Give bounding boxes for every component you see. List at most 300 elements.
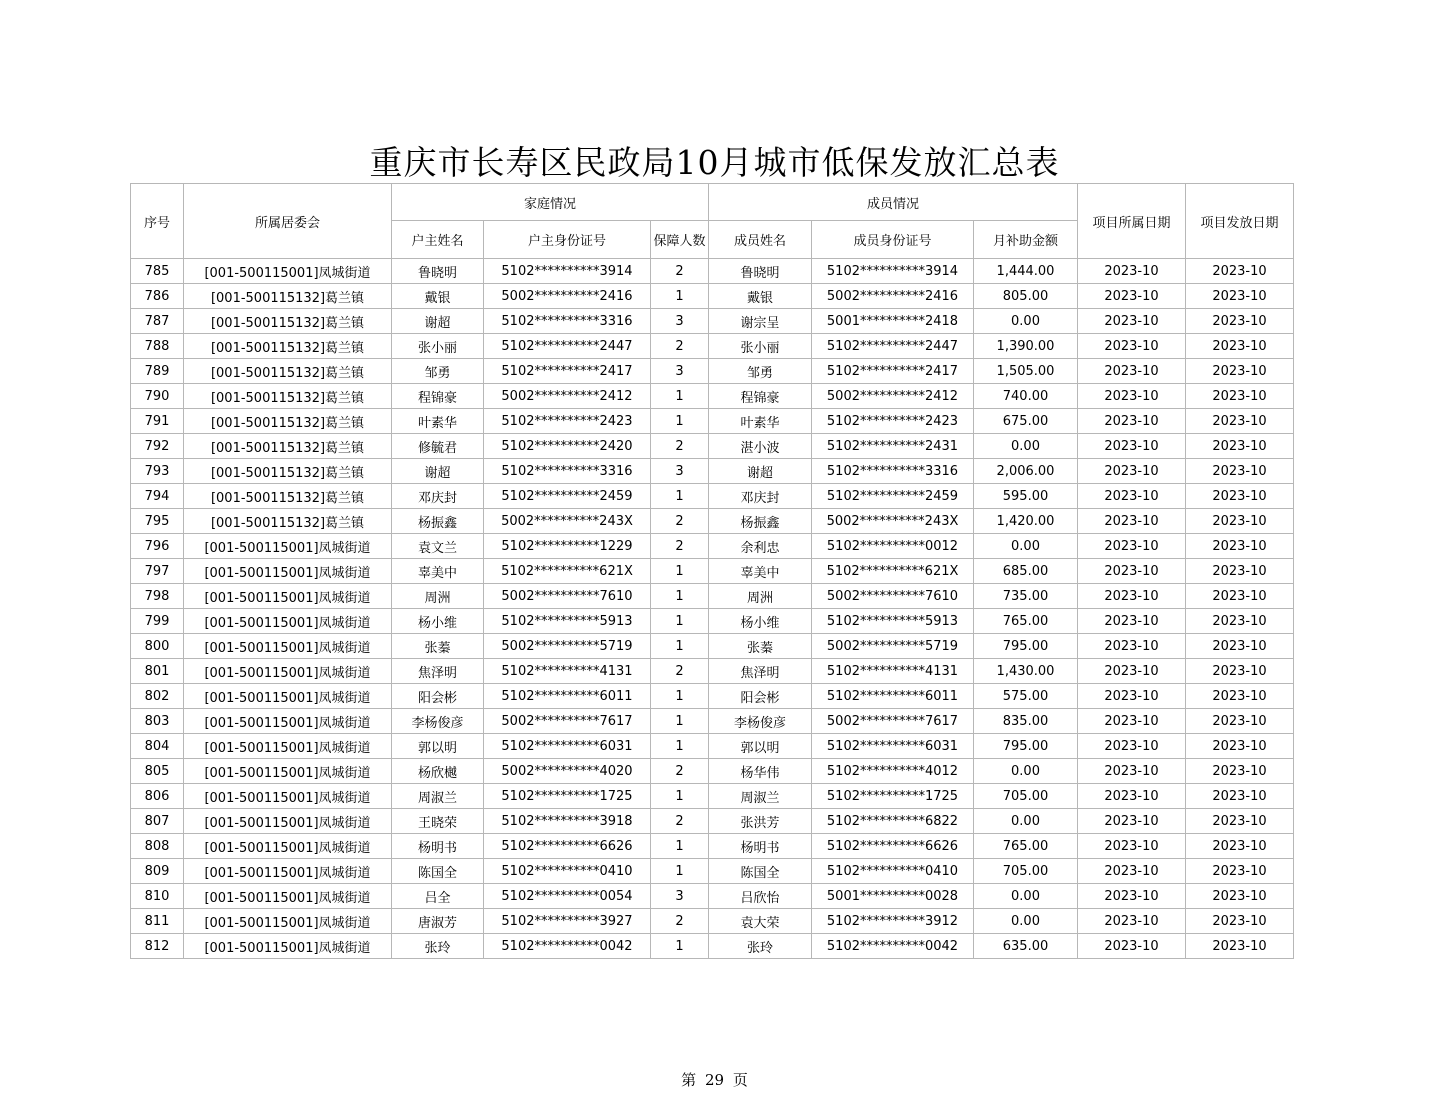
cell-seq: 812 — [131, 934, 184, 959]
table-row — [131, 334, 1294, 359]
cell-member-name: 谢宗呈 — [709, 309, 812, 334]
cell-covered: 2 — [651, 809, 709, 834]
cell-covered: 1 — [651, 634, 709, 659]
header-member-name: 成员姓名 — [709, 221, 812, 259]
cell-committee: [001-500115001]凤城街道 — [184, 259, 392, 284]
cell-issue-date: 2023-10 — [1186, 384, 1294, 409]
cell-member-id: 5102**********6031 — [812, 734, 974, 759]
cell-covered: 1 — [651, 684, 709, 709]
cell-issue-date: 2023-10 — [1186, 284, 1294, 309]
cell-covered: 1 — [651, 934, 709, 959]
cell-head-name: 杨欣樾 — [392, 759, 484, 784]
cell-committee: [001-500115132]葛兰镇 — [184, 409, 392, 434]
cell-committee: [001-500115132]葛兰镇 — [184, 359, 392, 384]
table-row — [131, 859, 1294, 884]
cell-issue-date: 2023-10 — [1186, 559, 1294, 584]
cell-head-name: 郭以明 — [392, 734, 484, 759]
cell-project-date: 2023-10 — [1078, 709, 1186, 734]
cell-committee: [001-500115132]葛兰镇 — [184, 384, 392, 409]
cell-committee: [001-500115001]凤城街道 — [184, 934, 392, 959]
cell-member-id: 5002**********7617 — [812, 709, 974, 734]
cell-project-date: 2023-10 — [1078, 359, 1186, 384]
cell-covered: 1 — [651, 559, 709, 584]
cell-head-id: 5102**********0410 — [484, 859, 651, 884]
cell-seq: 798 — [131, 584, 184, 609]
cell-project-date: 2023-10 — [1078, 534, 1186, 559]
cell-member-id: 5102**********2459 — [812, 484, 974, 509]
table-row — [131, 359, 1294, 384]
cell-subsidy: 1,444.00 — [974, 259, 1078, 284]
cell-project-date: 2023-10 — [1078, 909, 1186, 934]
cell-seq: 811 — [131, 909, 184, 934]
cell-issue-date: 2023-10 — [1186, 409, 1294, 434]
cell-committee: [001-500115001]凤城街道 — [184, 759, 392, 784]
cell-covered: 1 — [651, 784, 709, 809]
cell-member-id: 5102**********4131 — [812, 659, 974, 684]
cell-member-name: 程锦豪 — [709, 384, 812, 409]
table-row — [131, 609, 1294, 634]
cell-head-name: 戴银 — [392, 284, 484, 309]
cell-seq: 788 — [131, 334, 184, 359]
cell-project-date: 2023-10 — [1078, 684, 1186, 709]
cell-head-name: 辜美中 — [392, 559, 484, 584]
cell-issue-date: 2023-10 — [1186, 259, 1294, 284]
cell-head-name: 张蓁 — [392, 634, 484, 659]
header-head-name: 户主姓名 — [392, 221, 484, 259]
table-row — [131, 809, 1294, 834]
cell-member-id: 5002**********7610 — [812, 584, 974, 609]
cell-head-id: 5102**********2420 — [484, 434, 651, 459]
cell-head-id: 5102**********3316 — [484, 309, 651, 334]
cell-project-date: 2023-10 — [1078, 334, 1186, 359]
cell-member-name: 张玲 — [709, 934, 812, 959]
cell-subsidy: 0.00 — [974, 809, 1078, 834]
cell-member-id: 5002**********2412 — [812, 384, 974, 409]
cell-member-name: 吕欣怡 — [709, 884, 812, 909]
table-row — [131, 784, 1294, 809]
cell-covered: 2 — [651, 434, 709, 459]
cell-head-id: 5002**********4020 — [484, 759, 651, 784]
cell-project-date: 2023-10 — [1078, 634, 1186, 659]
cell-seq: 810 — [131, 884, 184, 909]
header-seq: 序号 — [131, 184, 184, 259]
cell-member-name: 杨振鑫 — [709, 509, 812, 534]
cell-head-id: 5002**********7617 — [484, 709, 651, 734]
cell-project-date: 2023-10 — [1078, 434, 1186, 459]
cell-seq: 792 — [131, 434, 184, 459]
cell-member-name: 戴银 — [709, 284, 812, 309]
cell-issue-date: 2023-10 — [1186, 609, 1294, 634]
cell-issue-date: 2023-10 — [1186, 434, 1294, 459]
table-row — [131, 934, 1294, 959]
cell-member-id: 5102**********0012 — [812, 534, 974, 559]
cell-covered: 1 — [651, 609, 709, 634]
cell-issue-date: 2023-10 — [1186, 834, 1294, 859]
cell-project-date: 2023-10 — [1078, 759, 1186, 784]
table-row — [131, 509, 1294, 534]
cell-project-date: 2023-10 — [1078, 809, 1186, 834]
cell-member-id: 5102**********0410 — [812, 859, 974, 884]
cell-subsidy: 0.00 — [974, 309, 1078, 334]
cell-committee: [001-500115132]葛兰镇 — [184, 509, 392, 534]
cell-head-name: 叶素华 — [392, 409, 484, 434]
cell-head-name: 周淑兰 — [392, 784, 484, 809]
header-subsidy: 月补助金额 — [974, 221, 1078, 259]
cell-head-id: 5102**********4131 — [484, 659, 651, 684]
table-row — [131, 584, 1294, 609]
cell-head-id: 5102**********2417 — [484, 359, 651, 384]
cell-head-id: 5102**********1229 — [484, 534, 651, 559]
cell-subsidy: 685.00 — [974, 559, 1078, 584]
cell-committee: [001-500115132]葛兰镇 — [184, 309, 392, 334]
cell-subsidy: 0.00 — [974, 909, 1078, 934]
cell-subsidy: 735.00 — [974, 584, 1078, 609]
cell-head-id: 5102**********6626 — [484, 834, 651, 859]
cell-seq: 800 — [131, 634, 184, 659]
table-row — [131, 759, 1294, 784]
cell-member-id: 5102**********2431 — [812, 434, 974, 459]
cell-head-name: 王晓荣 — [392, 809, 484, 834]
cell-head-name: 陈国全 — [392, 859, 484, 884]
cell-committee: [001-500115001]凤城街道 — [184, 609, 392, 634]
header-project-date: 项目所属日期 — [1078, 184, 1186, 259]
cell-head-name: 袁文兰 — [392, 534, 484, 559]
cell-seq: 803 — [131, 709, 184, 734]
cell-subsidy: 0.00 — [974, 884, 1078, 909]
cell-committee: [001-500115001]凤城街道 — [184, 534, 392, 559]
cell-issue-date: 2023-10 — [1186, 484, 1294, 509]
cell-project-date: 2023-10 — [1078, 459, 1186, 484]
cell-head-id: 5002**********2416 — [484, 284, 651, 309]
cell-subsidy: 740.00 — [974, 384, 1078, 409]
cell-project-date: 2023-10 — [1078, 834, 1186, 859]
cell-covered: 3 — [651, 459, 709, 484]
cell-subsidy: 765.00 — [974, 834, 1078, 859]
cell-head-id: 5102**********3918 — [484, 809, 651, 834]
cell-head-name: 邹勇 — [392, 359, 484, 384]
cell-subsidy: 705.00 — [974, 859, 1078, 884]
table-row — [131, 309, 1294, 334]
cell-member-name: 袁大荣 — [709, 909, 812, 934]
cell-covered: 1 — [651, 584, 709, 609]
cell-committee: [001-500115001]凤城街道 — [184, 709, 392, 734]
table-row — [131, 834, 1294, 859]
cell-member-name: 邓庆封 — [709, 484, 812, 509]
cell-seq: 805 — [131, 759, 184, 784]
cell-head-name: 周洲 — [392, 584, 484, 609]
cell-member-id: 5102**********2447 — [812, 334, 974, 359]
cell-issue-date: 2023-10 — [1186, 809, 1294, 834]
cell-project-date: 2023-10 — [1078, 659, 1186, 684]
cell-issue-date: 2023-10 — [1186, 759, 1294, 784]
cell-covered: 1 — [651, 734, 709, 759]
cell-project-date: 2023-10 — [1078, 259, 1186, 284]
cell-member-id: 5002**********243X — [812, 509, 974, 534]
cell-member-id: 5002**********2416 — [812, 284, 974, 309]
page-title: 重庆市长寿区民政局10月城市低保发放汇总表 — [369, 143, 1060, 182]
cell-seq: 808 — [131, 834, 184, 859]
cell-project-date: 2023-10 — [1078, 284, 1186, 309]
cell-seq: 801 — [131, 659, 184, 684]
cell-issue-date: 2023-10 — [1186, 509, 1294, 534]
cell-project-date: 2023-10 — [1078, 309, 1186, 334]
header-issue-date: 项目发放日期 — [1186, 184, 1294, 259]
cell-member-id: 5102**********4012 — [812, 759, 974, 784]
table-row — [131, 409, 1294, 434]
cell-subsidy: 0.00 — [974, 759, 1078, 784]
cell-covered: 2 — [651, 509, 709, 534]
cell-head-name: 谢超 — [392, 309, 484, 334]
cell-committee: [001-500115001]凤城街道 — [184, 909, 392, 934]
page-number: 29 — [704, 1071, 725, 1089]
cell-project-date: 2023-10 — [1078, 584, 1186, 609]
cell-member-name: 焦泽明 — [709, 659, 812, 684]
cell-head-name: 张玲 — [392, 934, 484, 959]
cell-issue-date: 2023-10 — [1186, 309, 1294, 334]
cell-member-id: 5102**********3316 — [812, 459, 974, 484]
cell-member-id: 5102**********6011 — [812, 684, 974, 709]
cell-member-id: 5102**********6822 — [812, 809, 974, 834]
cell-head-name: 唐淑芳 — [392, 909, 484, 934]
cell-head-name: 杨明书 — [392, 834, 484, 859]
cell-issue-date: 2023-10 — [1186, 909, 1294, 934]
cell-head-id: 5102**********0054 — [484, 884, 651, 909]
cell-seq: 806 — [131, 784, 184, 809]
cell-subsidy: 595.00 — [974, 484, 1078, 509]
table-row — [131, 734, 1294, 759]
cell-head-name: 杨振鑫 — [392, 509, 484, 534]
cell-subsidy: 805.00 — [974, 284, 1078, 309]
cell-member-id: 5001**********0028 — [812, 884, 974, 909]
cell-seq: 809 — [131, 859, 184, 884]
cell-subsidy: 575.00 — [974, 684, 1078, 709]
cell-seq: 785 — [131, 259, 184, 284]
cell-subsidy: 1,505.00 — [974, 359, 1078, 384]
cell-issue-date: 2023-10 — [1186, 784, 1294, 809]
cell-project-date: 2023-10 — [1078, 409, 1186, 434]
cell-issue-date: 2023-10 — [1186, 684, 1294, 709]
cell-committee: [001-500115001]凤城街道 — [184, 684, 392, 709]
cell-seq: 787 — [131, 309, 184, 334]
cell-covered: 1 — [651, 709, 709, 734]
header-member-group: 成员情况 — [709, 184, 1078, 221]
table-row — [131, 709, 1294, 734]
cell-issue-date: 2023-10 — [1186, 359, 1294, 384]
cell-seq: 795 — [131, 509, 184, 534]
cell-subsidy: 635.00 — [974, 934, 1078, 959]
cell-project-date: 2023-10 — [1078, 734, 1186, 759]
cell-seq: 794 — [131, 484, 184, 509]
cell-seq: 786 — [131, 284, 184, 309]
cell-covered: 2 — [651, 334, 709, 359]
cell-issue-date: 2023-10 — [1186, 659, 1294, 684]
footer-suffix: 页 — [732, 1071, 748, 1089]
cell-project-date: 2023-10 — [1078, 484, 1186, 509]
cell-head-name: 张小丽 — [392, 334, 484, 359]
cell-member-name: 湛小波 — [709, 434, 812, 459]
cell-covered: 2 — [651, 659, 709, 684]
cell-committee: [001-500115132]葛兰镇 — [184, 284, 392, 309]
cell-head-id: 5102**********5913 — [484, 609, 651, 634]
cell-covered: 1 — [651, 859, 709, 884]
cell-committee: [001-500115001]凤城街道 — [184, 584, 392, 609]
cell-covered: 1 — [651, 834, 709, 859]
cell-member-name: 张小丽 — [709, 334, 812, 359]
cell-project-date: 2023-10 — [1078, 559, 1186, 584]
table-row — [131, 659, 1294, 684]
table-row — [131, 909, 1294, 934]
cell-head-name: 邓庆封 — [392, 484, 484, 509]
cell-committee: [001-500115001]凤城街道 — [184, 784, 392, 809]
cell-member-name: 余利忠 — [709, 534, 812, 559]
cell-subsidy: 1,390.00 — [974, 334, 1078, 359]
table-row — [131, 634, 1294, 659]
cell-seq: 789 — [131, 359, 184, 384]
cell-member-id: 5102**********3912 — [812, 909, 974, 934]
cell-issue-date: 2023-10 — [1186, 934, 1294, 959]
table-body — [131, 259, 1294, 959]
cell-project-date: 2023-10 — [1078, 384, 1186, 409]
cell-member-id: 5102**********0042 — [812, 934, 974, 959]
cell-member-name: 李杨俊彦 — [709, 709, 812, 734]
cell-subsidy: 2,006.00 — [974, 459, 1078, 484]
cell-member-name: 周淑兰 — [709, 784, 812, 809]
cell-head-id: 5102**********3927 — [484, 909, 651, 934]
header-head-id: 户主身份证号 — [484, 221, 651, 259]
cell-covered: 3 — [651, 309, 709, 334]
cell-head-name: 程锦豪 — [392, 384, 484, 409]
cell-head-id: 5102**********0042 — [484, 934, 651, 959]
cell-head-id: 5102**********2447 — [484, 334, 651, 359]
table-row — [131, 434, 1294, 459]
cell-issue-date: 2023-10 — [1186, 709, 1294, 734]
cell-seq: 790 — [131, 384, 184, 409]
cell-issue-date: 2023-10 — [1186, 634, 1294, 659]
cell-seq: 793 — [131, 459, 184, 484]
cell-seq: 807 — [131, 809, 184, 834]
cell-subsidy: 705.00 — [974, 784, 1078, 809]
table-row — [131, 559, 1294, 584]
cell-member-name: 叶素华 — [709, 409, 812, 434]
cell-project-date: 2023-10 — [1078, 784, 1186, 809]
cell-head-id: 5002**********243X — [484, 509, 651, 534]
cell-committee: [001-500115001]凤城街道 — [184, 809, 392, 834]
table-row — [131, 884, 1294, 909]
table-row — [131, 384, 1294, 409]
subsidy-table — [130, 183, 1294, 959]
cell-covered: 2 — [651, 909, 709, 934]
cell-committee: [001-500115001]凤城街道 — [184, 734, 392, 759]
cell-head-id: 5102**********621X — [484, 559, 651, 584]
header-member-id: 成员身份证号 — [812, 221, 974, 259]
cell-committee: [001-500115001]凤城街道 — [184, 859, 392, 884]
cell-subsidy: 1,420.00 — [974, 509, 1078, 534]
cell-head-name: 焦泽明 — [392, 659, 484, 684]
cell-head-id: 5002**********7610 — [484, 584, 651, 609]
cell-member-name: 郭以明 — [709, 734, 812, 759]
cell-member-id: 5102**********1725 — [812, 784, 974, 809]
cell-issue-date: 2023-10 — [1186, 459, 1294, 484]
cell-member-name: 杨小维 — [709, 609, 812, 634]
cell-head-name: 阳会彬 — [392, 684, 484, 709]
table-row — [131, 534, 1294, 559]
cell-member-name: 杨明书 — [709, 834, 812, 859]
cell-project-date: 2023-10 — [1078, 509, 1186, 534]
cell-member-name: 周洲 — [709, 584, 812, 609]
cell-covered: 2 — [651, 534, 709, 559]
cell-head-id: 5102**********2423 — [484, 409, 651, 434]
cell-head-name: 杨小维 — [392, 609, 484, 634]
cell-covered: 1 — [651, 384, 709, 409]
page-footer — [0, 1069, 1429, 1090]
table-row — [131, 259, 1294, 284]
cell-committee: [001-500115001]凤城街道 — [184, 559, 392, 584]
cell-member-id: 5002**********5719 — [812, 634, 974, 659]
cell-seq: 791 — [131, 409, 184, 434]
cell-committee: [001-500115001]凤城街道 — [184, 834, 392, 859]
cell-seq: 799 — [131, 609, 184, 634]
cell-head-name: 谢超 — [392, 459, 484, 484]
cell-committee: [001-500115132]葛兰镇 — [184, 459, 392, 484]
cell-member-name: 陈国全 — [709, 859, 812, 884]
cell-seq: 804 — [131, 734, 184, 759]
cell-committee: [001-500115132]葛兰镇 — [184, 484, 392, 509]
cell-head-id: 5102**********2459 — [484, 484, 651, 509]
header-committee: 所属居委会 — [184, 184, 392, 259]
cell-subsidy: 0.00 — [974, 434, 1078, 459]
cell-subsidy: 765.00 — [974, 609, 1078, 634]
cell-member-id: 5102**********2423 — [812, 409, 974, 434]
cell-member-name: 张洪芳 — [709, 809, 812, 834]
cell-covered: 2 — [651, 759, 709, 784]
cell-member-name: 杨华伟 — [709, 759, 812, 784]
cell-head-name: 修毓君 — [392, 434, 484, 459]
cell-member-name: 张蓁 — [709, 634, 812, 659]
cell-covered: 3 — [651, 884, 709, 909]
cell-head-id: 5102**********6011 — [484, 684, 651, 709]
cell-committee: [001-500115001]凤城街道 — [184, 659, 392, 684]
cell-member-name: 谢超 — [709, 459, 812, 484]
cell-committee: [001-500115001]凤城街道 — [184, 884, 392, 909]
cell-member-name: 辜美中 — [709, 559, 812, 584]
cell-project-date: 2023-10 — [1078, 859, 1186, 884]
cell-subsidy: 675.00 — [974, 409, 1078, 434]
cell-seq: 796 — [131, 534, 184, 559]
cell-covered: 1 — [651, 409, 709, 434]
cell-member-id: 5102**********621X — [812, 559, 974, 584]
cell-head-id: 5002**********2412 — [484, 384, 651, 409]
cell-member-name: 阳会彬 — [709, 684, 812, 709]
cell-issue-date: 2023-10 — [1186, 734, 1294, 759]
cell-covered: 1 — [651, 484, 709, 509]
cell-head-id: 5102**********6031 — [484, 734, 651, 759]
table-row — [131, 459, 1294, 484]
cell-subsidy: 1,430.00 — [974, 659, 1078, 684]
cell-committee: [001-500115001]凤城街道 — [184, 634, 392, 659]
cell-subsidy: 0.00 — [974, 534, 1078, 559]
cell-issue-date: 2023-10 — [1186, 534, 1294, 559]
cell-head-id: 5102**********1725 — [484, 784, 651, 809]
cell-member-name: 鲁晓明 — [709, 259, 812, 284]
cell-member-id: 5102**********3914 — [812, 259, 974, 284]
cell-head-name: 鲁晓明 — [392, 259, 484, 284]
cell-committee: [001-500115132]葛兰镇 — [184, 334, 392, 359]
cell-issue-date: 2023-10 — [1186, 584, 1294, 609]
cell-covered: 3 — [651, 359, 709, 384]
cell-member-id: 5001**********2418 — [812, 309, 974, 334]
cell-head-name: 李杨俊彦 — [392, 709, 484, 734]
table-row — [131, 484, 1294, 509]
